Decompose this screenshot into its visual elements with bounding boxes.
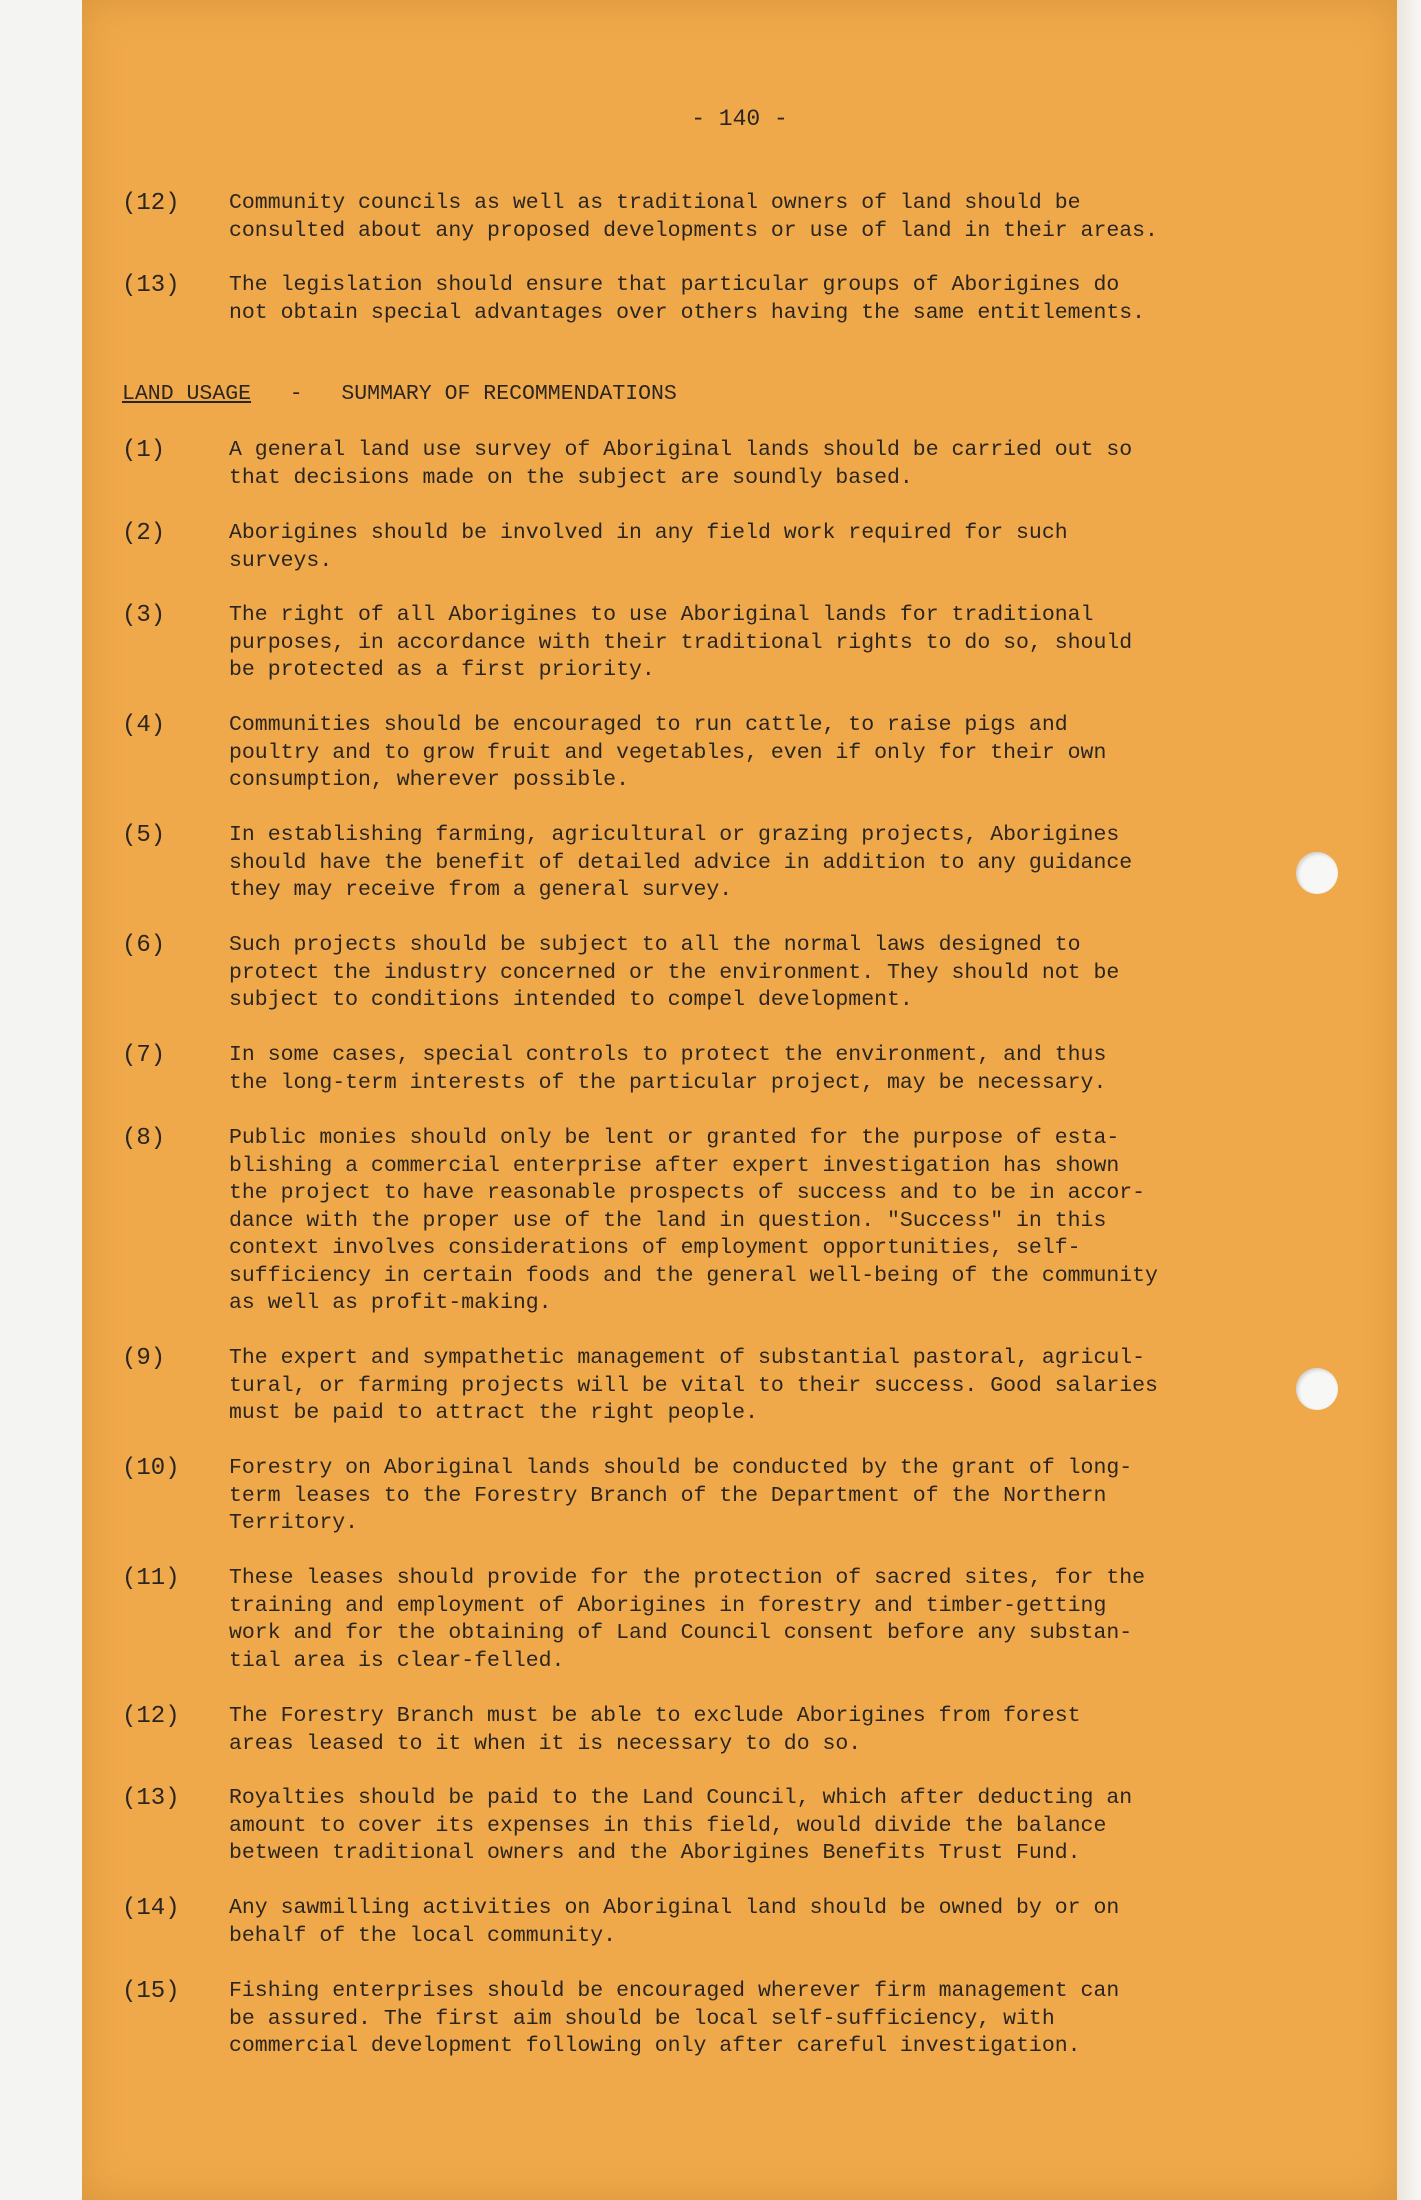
section-subtitle: SUMMARY OF RECOMMENDATIONS	[341, 382, 677, 406]
item-text: Fishing enterprises should be encouraged wherever firm management can be assured. The first aim should be local self-sufficiency, with commercial development following only after careful investigation.	[229, 1979, 1120, 2058]
item-number: (13)	[122, 1785, 180, 1812]
item-number: (5)	[122, 822, 166, 849]
item-text: A general land use survey of Aboriginal lands should be carried out so that decisions made on the subject are soundly based.	[229, 438, 1133, 490]
item-number: (7)	[122, 1042, 166, 1069]
item-text: Communities should be encouraged to run cattle, to raise pigs and poultry and to grow fruit and vegetables, even if only for their own consumption, wherever possible.	[229, 713, 1107, 792]
item-text: Any sawmilling activities on Aboriginal land should be owned by or on behalf of the local community.	[229, 1896, 1120, 1948]
section-title: LAND USAGE	[122, 382, 252, 406]
item-number: (1)	[122, 437, 166, 464]
item-text: The Forestry Branch must be able to exclude Aborigines from forest areas leased to it when it is necessary to do so.	[229, 1704, 1081, 1756]
item-text: The right of all Aborigines to use Aboriginal lands for traditional purposes, in accordance with their traditional rights to do so, should be protected as a first priority.	[229, 603, 1133, 682]
page-number: - 140 -	[691, 106, 788, 132]
item-number: (14)	[122, 1895, 180, 1922]
item-number: (12)	[122, 190, 180, 217]
document-page	[82, 0, 1397, 2200]
item-text: These leases should provide for the protection of sacred sites, for the training and employment of Aborigines in forestry and timber-getting work and for the obtaining of Land Council consent before any substan- tial area is clear-felled.	[229, 1566, 1146, 1673]
item-text: The legislation should ensure that particular groups of Aborigines do not obtain special advantages over others having the same entitlements.	[229, 273, 1146, 325]
item-number: (15)	[122, 1978, 180, 2005]
item-number: (11)	[122, 1565, 180, 1592]
item-number: (8)	[122, 1125, 166, 1152]
item-number: (10)	[122, 1455, 180, 1482]
item-text: Royalties should be paid to the Land Council, which after deducting an amount to cover its expenses in this field, would divide the balance between traditional owners and the Aborigines Benefits Trust Fund.	[229, 1786, 1133, 1865]
item-text: Forestry on Aboriginal lands should be conducted by the grant of long- term leases to the Forestry Branch of the Department of the Northern Territory.	[229, 1456, 1133, 1535]
item-text: Such projects should be subject to all the normal laws designed to protect the industry concerned or the environment. They should not be subject to conditions intended to compel development.	[229, 933, 1120, 1012]
item-text: Public monies should only be lent or granted for the purpose of esta- blishing a commercial enterprise after expert investigation has shown the project to have reasonable prospects of success and to be in accor- dance with the proper use of the land in question. "Success" in this context involves considerations of employment opportunities, self- sufficiency in certain foods and the general well-being of the community as well as profit-making.	[229, 1126, 1158, 1315]
item-number: (12)	[122, 1703, 180, 1730]
item-text: Aborigines should be involved in any field work required for such surveys.	[229, 521, 1068, 573]
section-heading	[122, 382, 677, 406]
item-number: (4)	[122, 712, 166, 739]
section-separator: -	[289, 382, 303, 406]
item-number: (2)	[122, 520, 166, 547]
item-number: (13)	[122, 272, 180, 299]
item-text: The expert and sympathetic management of substantial pastoral, agricul- tural, or farming projects will be vital to their success. Good salaries must be paid to attract the right people.	[229, 1346, 1158, 1425]
item-text: Community councils as well as traditional owners of land should be consulted about any proposed developments or use of land in their areas.	[229, 191, 1158, 243]
item-number: (3)	[122, 602, 166, 629]
item-text: In establishing farming, agricultural or grazing projects, Aborigines should have the benefit of detailed advice in addition to any guidance they may receive from a general survey.	[229, 823, 1133, 902]
item-number: (6)	[122, 932, 166, 959]
item-text: In some cases, special controls to protect the environment, and thus the long-term interests of the particular project, may be necessary.	[229, 1043, 1107, 1095]
item-number: (9)	[122, 1345, 166, 1372]
